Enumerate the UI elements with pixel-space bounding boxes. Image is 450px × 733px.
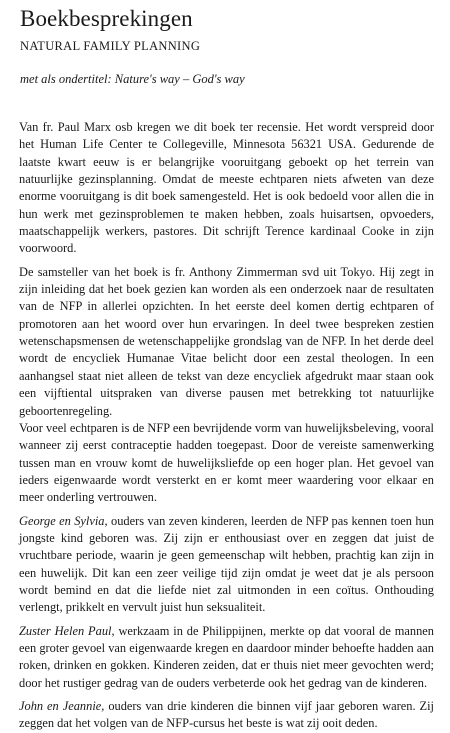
paragraph-john-jeannie [19, 698, 434, 733]
book-subtitle: met als ondertitel: Nature's way – God's way [20, 72, 245, 86]
paragraph-text: ouders van drie kinderen die binnen vijf jaar geboren waren. Zij zeggen dat het volgen van de NFP-cursus het beste is wat zij ooit deden. [19, 699, 434, 731]
paragraph-liberating [19, 420, 434, 507]
paragraph-text: werkzaam in de Philippijnen, merkte op dat vooral de mannen een groter gevoel van eigenwaarde kregen en daardoor minder behoefte hadden aan roken, drinken en gokken. Kinderen zeiden, dat er thuis niet meer gevochten werd; door het rustiger gedrag van de ouders verbeterde ook het gedrag van de kinderen. [19, 623, 434, 690]
paragraph-compiler [19, 264, 434, 420]
paragraph-text: De samsteller van het boek is fr. Anthony Zimmerman svd uit Tokyo. Hij zegt in zijn inleiding dat het boek gezien kan worden als een onderzoek naar de resultaten van de NFP in allerlei opzichten. In het eerste deel komen dertig echtparen of promotoren aan het woord over hun ervaringen. In deel twee bespreken zestien wetenschapsmensen de wetenschappelijke grondslag van de NFP. In het derde deel wordt de encycliek Humanae Vitae belicht door een zestal theologen. In een aanhangsel staat niet alleen de tekst van deze encycliek afgedrukt maar staan ook een vijftiental uitspraken van diverse pausen met betrekking tot natuurlijke geboortenregeling. [19, 264, 434, 418]
paragraph-lead: John en Jeannie, [19, 699, 105, 713]
paragraph-text: Van fr. Paul Marx osb kregen we dit boek ter recensie. Het wordt verspreid door het Human Life Center te Collegeville, Minnesota 56321 USA. Gedurende de laatste kwart eeuw is er belangrijke vooruitgang geboekt op het terrein van natuurlijke gezinsplanning. Omdat de meeste echtparen niets afweten van deze enorme vooruitgang is dit boek samengesteld. Het is ook bedoeld voor allen die in hun werk met gezinsproblemen te maken hebben, zoals huisartsen, opvoeders, maatschappelijk werkers, pastores. Dit schrijft Terence kardinaal Cooke in zijn voorwoord. [19, 120, 434, 256]
book-title: NATURAL FAMILY PLANNING [20, 39, 201, 53]
paragraph-helen-paul [19, 623, 434, 692]
paragraph-lead: George en Sylvia, [19, 513, 108, 528]
paragraph-text: ouders van zeven kinderen, leerden de NFP pas kennen toen hun jongste kind geboren was. Zij zijn er enthousiast over en zeggen dat juist de vruchtbare periode, waarin je geen gemeenschap wilt hebben, prachtig kan zijn in een huwelijk. Dit kan een zeer veilige tijd zijn omdat je weet dat je als persoon wordt bemind en dat die liefde niet zal uitmonden in een coïtus. Onthouding verlengt, prikkelt en vervult juist hun seksualiteit. [19, 513, 434, 615]
paragraph-text: Voor veel echtparen is de NFP een bevrijdende vorm van huwelijksbeleving, vooral wanneer zij eerst contraceptie hadden toegepast. Door de vereiste samenwerking tussen man en vrouw komt de huwelijksliefde op een hoger plan. Het gevoel van ieders eigenwaarde wordt versterkt en er komt meer waardering voor elkaar en meer onderling vertrouwen. [19, 420, 434, 505]
paragraph-george-sylvia [19, 513, 434, 617]
page-title: Boekbesprekingen [20, 6, 193, 31]
review-body [19, 119, 434, 733]
paragraph-lead: Zuster Helen Paul, [19, 623, 115, 638]
paragraph-intro [19, 119, 434, 258]
